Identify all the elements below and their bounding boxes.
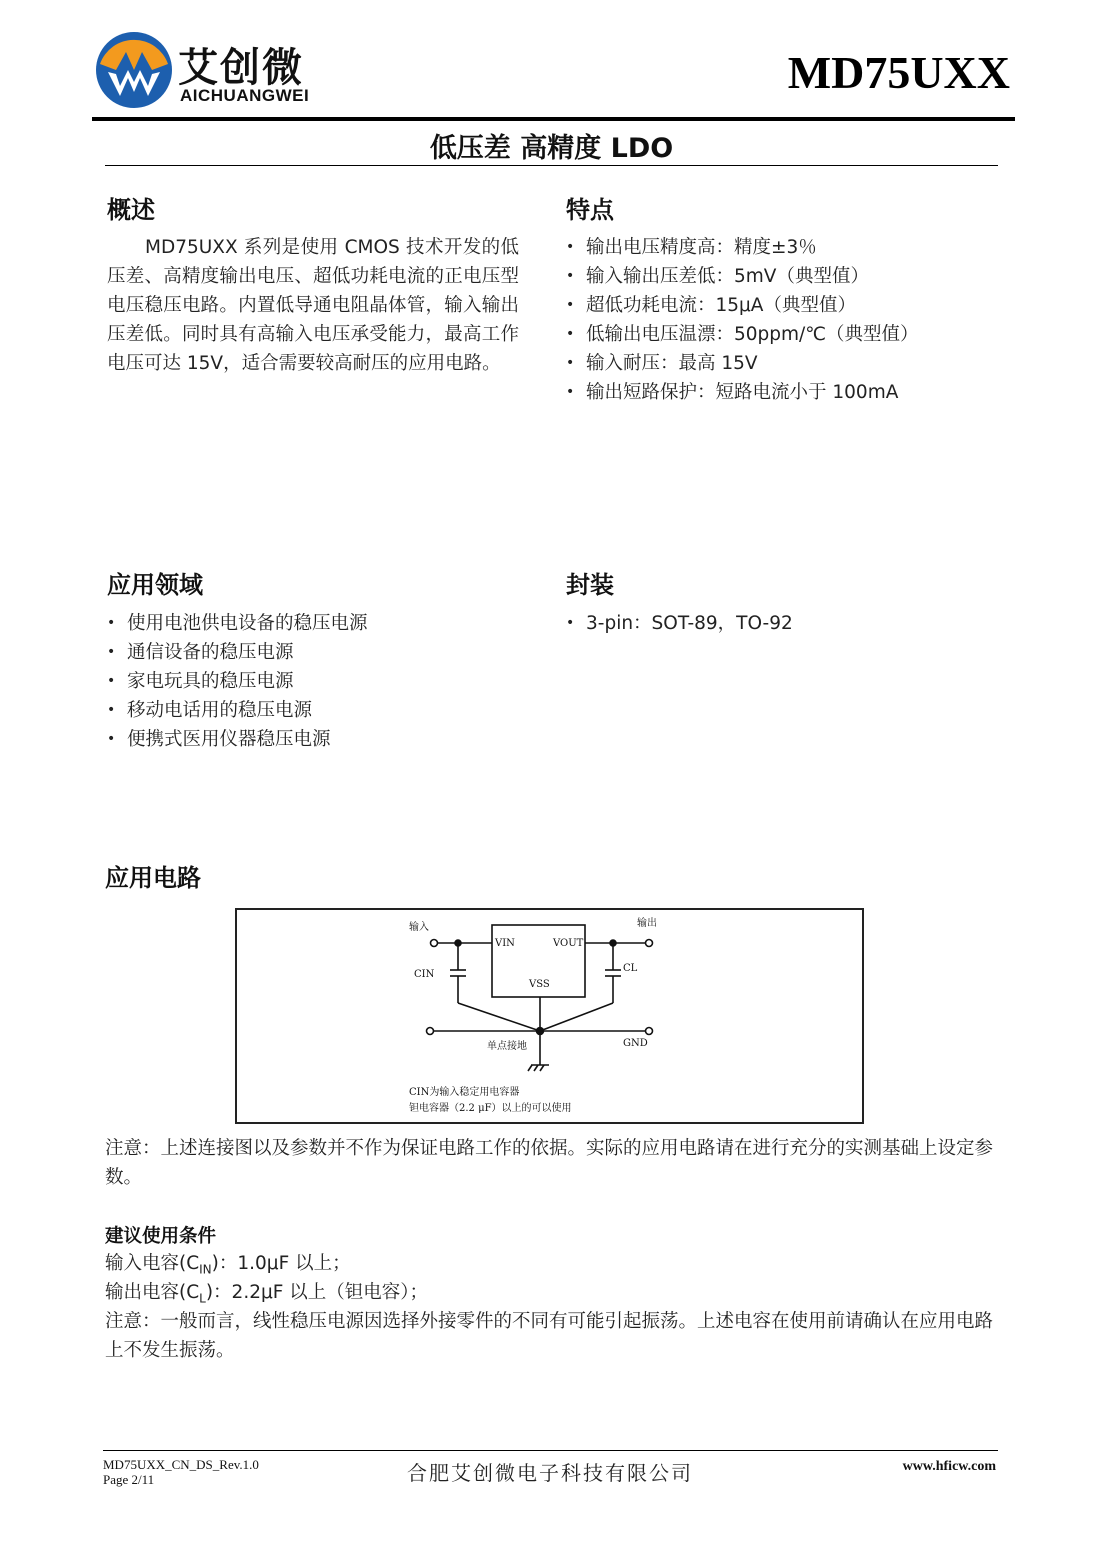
circuit-heading: 应用电路 [105,864,201,892]
recommend-cl-suffix: )：2.2μF 以上（钽电容）； [205,1282,429,1303]
list-item: • 低输出电压温漂：50ppm/℃（典型值） [566,320,919,349]
circuit-label-vout: VOUT [553,938,584,949]
circuit-label-output: 输出 [637,918,657,929]
part-number: MD75UXX [787,47,1010,98]
circuit-diagram [235,908,864,1124]
recommend-cin-prefix: 输入电容(C [105,1253,200,1274]
list-item: • 家电玩具的稳压电源 [107,667,368,696]
logo-english-name: AICHUANGWEI [180,86,310,105]
package-list [566,609,793,638]
logo-chinese-name: 艾创微 [178,45,304,91]
overview-heading: 概述 [107,196,155,224]
list-item: • 输出短路保护：短路电流小于 100mA [566,378,919,407]
recommend-cl-prefix: 输出电容(C [105,1282,200,1303]
footer-page-number: Page 2/11 [103,1472,155,1487]
applications-heading: 应用领域 [107,571,203,599]
circuit-note-2: 钽电容器（2.2 μF）以上的可以使用 [409,1103,572,1114]
list-item: • 通信设备的稳压电源 [107,638,368,667]
subtitle-rule [105,165,998,166]
footer-company: 合肥艾创微电子科技有限公司 [407,1461,693,1485]
list-item: • 便携式医用仪器稳压电源 [107,725,368,754]
package-heading: 封装 [566,571,614,599]
features-list [566,233,919,407]
circuit-label-cl: CL [623,963,638,974]
circuit-label-gnd: GND [623,1038,648,1049]
circuit-label-cin: CIN [414,969,435,980]
list-item: • 3-pin：SOT-89，TO-92 [566,609,793,638]
page-subtitle: 低压差 高精度 LDO [429,133,674,164]
list-item: • 输入输出压差低：5mV（典型值） [566,262,919,291]
circuit-notice: 注意：上述连接图以及参数并不作为保证电路工作的依据。实际的应用电路请在进行充分的实测基础上设定参数。 [105,1138,994,1188]
recommend-note: 注意：一般而言，线性稳压电源因选择外接零件的不同有可能引起振荡。上述电容在使用前请确认在应用电路上不发生振荡。 [105,1311,994,1361]
recommend-cin-sub: IN [199,1262,212,1277]
footer-website: www.hficw.com [902,1459,996,1474]
company-logo [94,30,174,110]
recommend-heading: 建议使用条件 [105,1226,217,1247]
circuit-label-input: 输入 [409,922,429,933]
list-item: • 输入耐压：最高 15V [566,349,919,378]
footer-rule [103,1450,998,1451]
applications-list [107,609,368,754]
list-item: • 输出电压精度高：精度±3％ [566,233,919,262]
circuit-note-1: CIN为输入稳定用电容器 [409,1087,520,1098]
list-item: • 超低功耗电流：15μA（典型值） [566,291,919,320]
list-item: • 使用电池供电设备的稳压电源 [107,609,368,638]
header-rule [92,117,1015,121]
list-item: • 移动电话用的稳压电源 [107,696,368,725]
overview-text: MD75UXX 系列是使用 CMOS 技术开发的低压差、高精度输出电压、超低功耗电流的正电压型电压稳压电路。内置低导通电阻晶体管，输入输出压差低。同时具有高输入电压承受能力，最高工作电压可达 15V，适合需要较高耐压的应用电路。 [107,237,519,374]
circuit-label-vin: VIN [495,938,515,949]
recommend-cin-suffix: )：1.0μF 以上； [211,1253,351,1274]
features-heading: 特点 [566,196,614,224]
recommend-cl-sub: L [199,1291,206,1306]
circuit-label-single-point: 单点接地 [487,1041,527,1052]
logo-mark-icon [94,30,174,110]
circuit-label-vss: VSS [529,979,550,990]
footer-doc-id: MD75UXX_CN_DS_Rev.1.0 [103,1457,259,1472]
